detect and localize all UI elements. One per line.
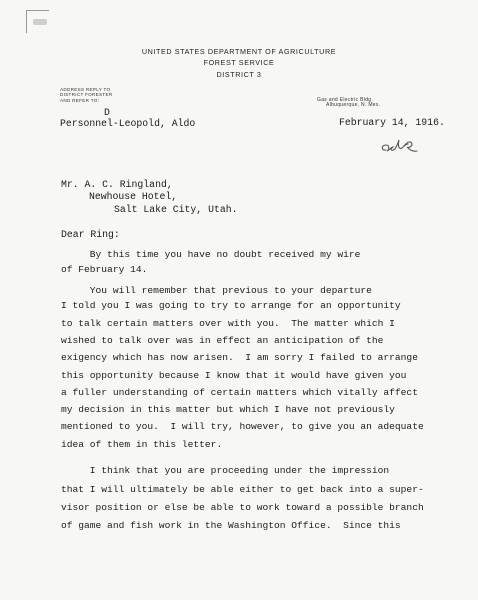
file-stamp-mark [26,10,49,33]
office-city: Albuquerque, N. Mex. [326,102,381,109]
salutation: Dear Ring: [61,229,120,240]
body-line: my decision in this matter but which I have not previously [61,404,395,415]
body-line: to talk certain matters over with you. The matter which I [61,318,395,329]
body-line: that I will ultimately be able either to get back into a super- [61,484,424,495]
recipient-hotel: Newhouse Hotel, [89,191,178,202]
letterhead-district: DISTRICT 3 [216,70,262,79]
address-reply-label [60,87,113,103]
reference-code: D [104,107,110,118]
body-line: exigency which has now arisen. I am sorry I failed to arrange [61,352,418,363]
body-line: You will remember that previous to your departure [61,285,372,296]
body-line: a fuller understanding of certain matters which vitally affect [61,387,418,398]
body-line: wished to talk over was in effect an anticipation of the [61,335,384,346]
body-line: By this time you have no doubt received my wire [61,249,361,260]
body-line: visor position or else be able to work toward a possible branch [61,502,424,513]
recipient-city: Salt Lake City, Utah. [114,204,238,215]
recipient-name: Mr. A. C. Ringland, [61,179,173,190]
reference-subject: Personnel-Leopold, Aldo [60,118,196,129]
office-address [317,98,380,109]
body-line: I told you I was going to try to arrange for an opportunity [61,300,401,311]
letterhead-department: UNITED STATES DEPARTMENT OF AGRICULTURE [141,47,337,56]
handwritten-initials [378,136,424,158]
address-reply-line1: ADDRESS REPLY TO [60,87,111,92]
letter-date: February 14, 1916. [339,117,445,128]
body-line: of February 14. [61,264,148,275]
body-line: mentioned to you. I will try, however, to give you an adequate [61,421,424,432]
address-reply-line3: AND REFER TO: [60,97,100,103]
letterhead-service: FOREST SERVICE [203,58,275,67]
body-line: this opportunity because I know that it would have given you [61,370,407,381]
address-reply-line2: DISTRICT FORESTER [60,92,113,98]
office-building: Gas and Electric Bldg. [317,97,374,103]
body-line: I think that you are proceeding under the impression [61,465,390,476]
body-line: of game and fish work in the Washington Office. Since this [61,520,401,531]
body-line: idea of them in this letter. [61,439,223,450]
